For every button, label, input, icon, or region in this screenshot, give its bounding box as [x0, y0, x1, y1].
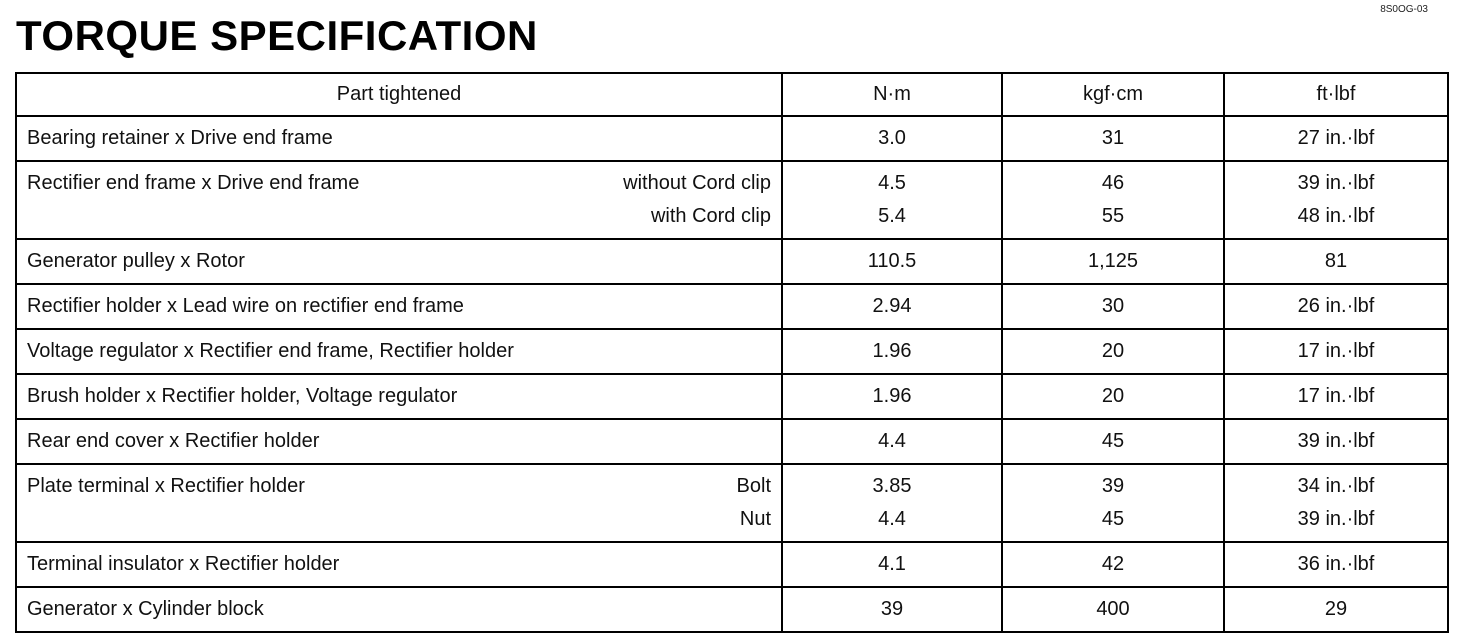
- ftlbf-cell: [1224, 329, 1448, 374]
- table-row: [16, 116, 1448, 161]
- kgf-value: 55: [1101, 205, 1125, 227]
- sub-condition: without Cord clip: [623, 172, 771, 194]
- part-name: Plate terminal x Rectifier holder: [27, 475, 305, 497]
- torque-spec-table: [15, 72, 1449, 633]
- kgf-value: 400: [1096, 598, 1130, 620]
- ftlbf-cell: [1224, 587, 1448, 632]
- kgf-cell: [1002, 284, 1224, 329]
- part-cell: [16, 374, 782, 419]
- nm-value: 4.4: [878, 508, 906, 530]
- kgf-value: 30: [1101, 295, 1125, 317]
- kgf-value: 20: [1101, 340, 1125, 362]
- ftlbf-cell: [1224, 464, 1448, 542]
- ftlbf-value: 17 in.·lbf: [1297, 385, 1375, 407]
- part-cell: [16, 329, 782, 374]
- ftlbf-value: 39 in.·lbf: [1297, 508, 1375, 530]
- kgf-cell: [1002, 374, 1224, 419]
- part-name: Rear end cover x Rectifier holder: [27, 430, 320, 452]
- part-name: Generator pulley x Rotor: [27, 250, 245, 272]
- table-body: [16, 116, 1448, 632]
- kgf-value: 46: [1101, 172, 1125, 194]
- ftlbf-value: 27 in.·lbf: [1297, 127, 1375, 149]
- nm-cell: [782, 239, 1002, 284]
- part-cell: [16, 116, 782, 161]
- column-header-nm: N·m: [782, 73, 1002, 116]
- nm-value: 4.4: [878, 430, 906, 452]
- kgf-value: 45: [1101, 508, 1125, 530]
- ftlbf-value: 48 in.·lbf: [1297, 205, 1375, 227]
- nm-value: 2.94: [872, 295, 912, 317]
- table-row: [16, 284, 1448, 329]
- sub-condition: Bolt: [736, 475, 771, 497]
- kgf-value: 39: [1101, 475, 1125, 497]
- kgf-value: 1,125: [1087, 250, 1139, 272]
- nm-cell: [782, 464, 1002, 542]
- nm-value: 3.0: [878, 127, 906, 149]
- ftlbf-cell: [1224, 239, 1448, 284]
- part-cell: [16, 284, 782, 329]
- ftlbf-cell: [1224, 419, 1448, 464]
- part-cell: [16, 542, 782, 587]
- kgf-value: 45: [1101, 430, 1125, 452]
- column-header-ftlbf: ft·lbf: [1224, 73, 1448, 116]
- nm-cell: [782, 587, 1002, 632]
- nm-value: 39: [880, 598, 904, 620]
- part-cell: [16, 587, 782, 632]
- nm-cell: [782, 284, 1002, 329]
- ftlbf-value: 29: [1324, 598, 1348, 620]
- nm-cell: [782, 419, 1002, 464]
- kgf-cell: [1002, 542, 1224, 587]
- kgf-value: 31: [1101, 127, 1125, 149]
- kgf-cell: [1002, 116, 1224, 161]
- nm-cell: [782, 161, 1002, 239]
- nm-value: 5.4: [878, 205, 906, 227]
- nm-value: 4.5: [878, 172, 906, 194]
- column-header-kgf: kgf·cm: [1002, 73, 1224, 116]
- table-row: [16, 329, 1448, 374]
- nm-value: 1.96: [872, 385, 912, 407]
- table-row: [16, 464, 1448, 542]
- nm-value: 1.96: [872, 340, 912, 362]
- table-row: [16, 587, 1448, 632]
- table-row: [16, 419, 1448, 464]
- part-cell: [16, 419, 782, 464]
- ftlbf-value: 17 in.·lbf: [1297, 340, 1375, 362]
- nm-cell: [782, 329, 1002, 374]
- nm-cell: [782, 542, 1002, 587]
- part-cell: [16, 239, 782, 284]
- kgf-cell: [1002, 464, 1224, 542]
- part-name: Voltage regulator x Rectifier end frame, Rectifier holder: [27, 340, 514, 362]
- table-row: [16, 374, 1448, 419]
- nm-cell: [782, 116, 1002, 161]
- part-name: Generator x Cylinder block: [27, 598, 264, 620]
- sub-condition: with Cord clip: [650, 205, 771, 227]
- ftlbf-value: 34 in.·lbf: [1297, 475, 1375, 497]
- nm-value: 4.1: [878, 553, 906, 575]
- kgf-cell: [1002, 329, 1224, 374]
- ftlbf-cell: [1224, 284, 1448, 329]
- ftlbf-value: 39 in.·lbf: [1297, 172, 1375, 194]
- part-name: Bearing retainer x Drive end frame: [27, 127, 333, 149]
- ftlbf-value: 39 in.·lbf: [1297, 430, 1375, 452]
- kgf-cell: [1002, 419, 1224, 464]
- kgf-cell: [1002, 161, 1224, 239]
- nm-value: 110.5: [867, 250, 917, 272]
- part-name: Rectifier end frame x Drive end frame: [27, 172, 360, 194]
- part-name: Rectifier holder x Lead wire on rectifier end frame: [27, 295, 464, 317]
- table-row: [16, 239, 1448, 284]
- table-header-row: [16, 73, 1448, 116]
- column-header-part: Part tightened: [16, 73, 782, 116]
- ftlbf-value: 81: [1324, 250, 1348, 272]
- kgf-value: 20: [1101, 385, 1125, 407]
- part-cell: [16, 464, 782, 542]
- kgf-cell: [1002, 587, 1224, 632]
- part-name: Terminal insulator x Rectifier holder: [27, 553, 340, 575]
- page-title: TORQUE SPECIFICATION: [16, 12, 538, 59]
- document-code: 8S0OG-03: [1380, 4, 1428, 15]
- ftlbf-cell: [1224, 116, 1448, 161]
- ftlbf-value: 26 in.·lbf: [1297, 295, 1375, 317]
- part-cell: [16, 161, 782, 239]
- kgf-value: 42: [1101, 553, 1125, 575]
- part-name: Brush holder x Rectifier holder, Voltage regulator: [27, 385, 458, 407]
- nm-cell: [782, 374, 1002, 419]
- kgf-cell: [1002, 239, 1224, 284]
- ftlbf-cell: [1224, 161, 1448, 239]
- table-row: [16, 161, 1448, 239]
- sub-condition: Nut: [739, 508, 771, 530]
- ftlbf-cell: [1224, 542, 1448, 587]
- nm-value: 3.85: [872, 475, 912, 497]
- ftlbf-value: 36 in.·lbf: [1297, 553, 1375, 575]
- ftlbf-cell: [1224, 374, 1448, 419]
- table-row: [16, 542, 1448, 587]
